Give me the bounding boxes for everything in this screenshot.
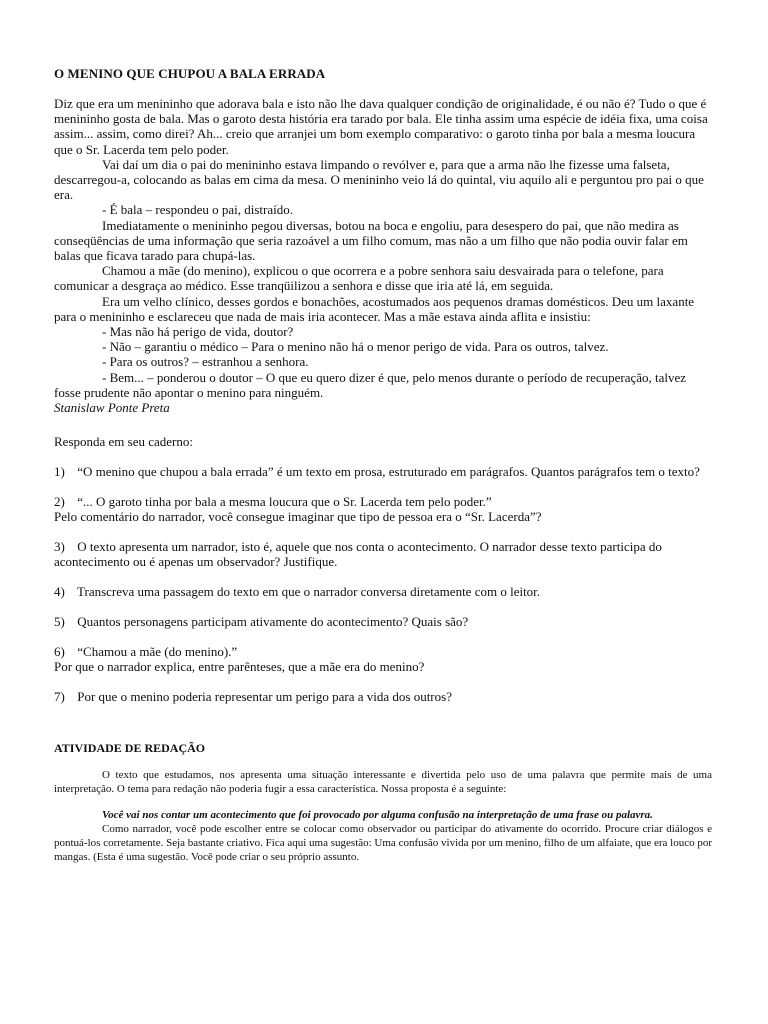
redacao-paragraph: O texto que estudamos, nos apresenta uma situação interessante e divertida pelo uso de uma palavra que permite mais de uma interpretação. O tema para redação não poderia fugir a essa característica. Nossa proposta é a seguinte: — [54, 769, 712, 795]
question-number: 2) — [54, 494, 65, 509]
story-paragraph: Era um velho clínico, desses gordos e bonachões, acostumados aos pequenos dramas domésticos. Deu um laxante para o menininho e esclareceu que nada de mais iria acontecer. Mas a mãe estava ainda aflita e insistiu: — [54, 293, 695, 324]
story-dialogue: - É bala – respondeu o pai, distraído. — [102, 202, 293, 218]
question-text: Por que o menino poderia representar um perigo para a vida dos outros? — [77, 689, 452, 704]
story-paragraph: Vai daí um dia o pai do menininho estava limpando o revólver e, para que a arma não lhe fizesse uma falseta, descarregou-a, colocando as balas em cima da mesa. O menininho veio lá do quintal, viu aquilo ali e perguntou pro pai o que era. — [54, 156, 704, 203]
redacao-proposal: Você vai nos contar um acontecimento que foi provocado por alguma confusão na interpretação de uma frase ou palavra. — [102, 809, 653, 821]
question-item — [54, 464, 712, 479]
story-paragraph: Imediatamente o menininho pegou diversas, botou na boca e engoliu, para desespero do pai, que não medira as conseqüências de uma informação que seria razoável a um filho comum, mas não a um filho que não podia ouvir falar em balas que ficava tarado para chupá-las. — [54, 217, 688, 264]
question-subtext: Pelo comentário do narrador, você consegue imaginar que tipo de pessoa era o “Sr. Lacerda”? — [54, 509, 542, 524]
question-number: 6) — [54, 644, 65, 659]
story-dialogue: - Para os outros? – estranhou a senhora. — [102, 354, 309, 370]
question-text: Transcreva uma passagem do texto em que o narrador conversa diretamente com o leitor. — [77, 584, 541, 599]
question-number: 3) — [54, 539, 65, 554]
instructions: Responda em seu caderno: — [54, 434, 193, 449]
question-number: 4) — [54, 584, 65, 599]
question-item — [54, 689, 712, 704]
story-text — [54, 96, 708, 415]
question-item — [54, 584, 712, 599]
story-dialogue: - Mas não há perigo de vida, doutor? — [102, 324, 294, 340]
question-item — [54, 494, 712, 524]
question-number: 5) — [54, 614, 65, 629]
story-dialogue: - Bem... – ponderou o doutor – O que eu quero dizer é que, pelo menos durante o período de recuperação, talvez fosse prudente não apontar o menino para ninguém. — [54, 369, 687, 400]
story-author: Stanislaw Ponte Preta — [54, 400, 170, 416]
question-item — [54, 614, 712, 629]
question-item — [54, 644, 712, 674]
story-title: O MENINO QUE CHUPOU A BALA ERRADA — [54, 66, 326, 81]
question-number: 7) — [54, 689, 65, 704]
question-text: “Chamou a mãe (do menino).” — [77, 644, 238, 659]
story-dialogue: - Não – garantiu o médico – Para o menino não há o menor perigo de vida. Para os outros, talvez. — [102, 339, 609, 355]
story-paragraph: Diz que era um menininho que adorava bala e isto não lhe dava qualquer condição de originalidade, é ou não é? Tudo o que é menininho gosta de bala. Mas o garoto desta história era tarado por bala. Ele tinha assim uma espécie de idéia fixa, uma coisa assim... assim, como direi? Ah... creio que arranjei um bom exemplo comparativo: o garoto tinha por bala a mesma loucura que o Sr. Lacerda tem pelo poder. — [54, 96, 708, 157]
question-subtext: Por que o narrador explica, entre parênteses, que a mãe era do menino? — [54, 659, 425, 674]
question-number: 1) — [54, 464, 65, 479]
redacao-title: ATIVIDADE DE REDAÇÃO — [54, 741, 206, 755]
question-text: “... O garoto tinha por bala a mesma loucura que o Sr. Lacerda tem pelo poder.” — [77, 494, 492, 509]
question-item — [54, 539, 712, 569]
story-paragraph: Chamou a mãe (do menino), explicou o que ocorrera e a pobre senhora saiu desvairada para o telefone, para comunicar a desgraça ao médico. Esse tranqüilizou a senhora e disse que iria até lá, em seguida. — [54, 263, 664, 294]
redacao-text — [54, 768, 712, 864]
question-text: “O menino que chupou a bala errada” é um texto em prosa, estruturado em parágrafos. Quantos parágrafos tem o texto? — [77, 464, 700, 479]
question-list — [54, 464, 712, 719]
redacao-paragraph: Como narrador, você pode escolher entre se colocar como observador ou participar do ativamente do ocorrido. Procure criar diálogos e pontuá-los corretamente. Seja bastante criativo. Fica aqui uma sugestão: Uma confusão vivida por um menino, filho de um alfaiate, que era louco por mangas. (Esta é uma sugestão. Você pode criar o seu próprio assunto. — [54, 823, 712, 863]
question-text: Quantos personagens participam ativamente do acontecimento? Quais são? — [77, 614, 469, 629]
question-text: O texto apresenta um narrador, isto é, aquele que nos conta o acontecimento. O narrador desse texto participa do acontecimento ou é apenas um observador? Justifique. — [54, 539, 662, 569]
